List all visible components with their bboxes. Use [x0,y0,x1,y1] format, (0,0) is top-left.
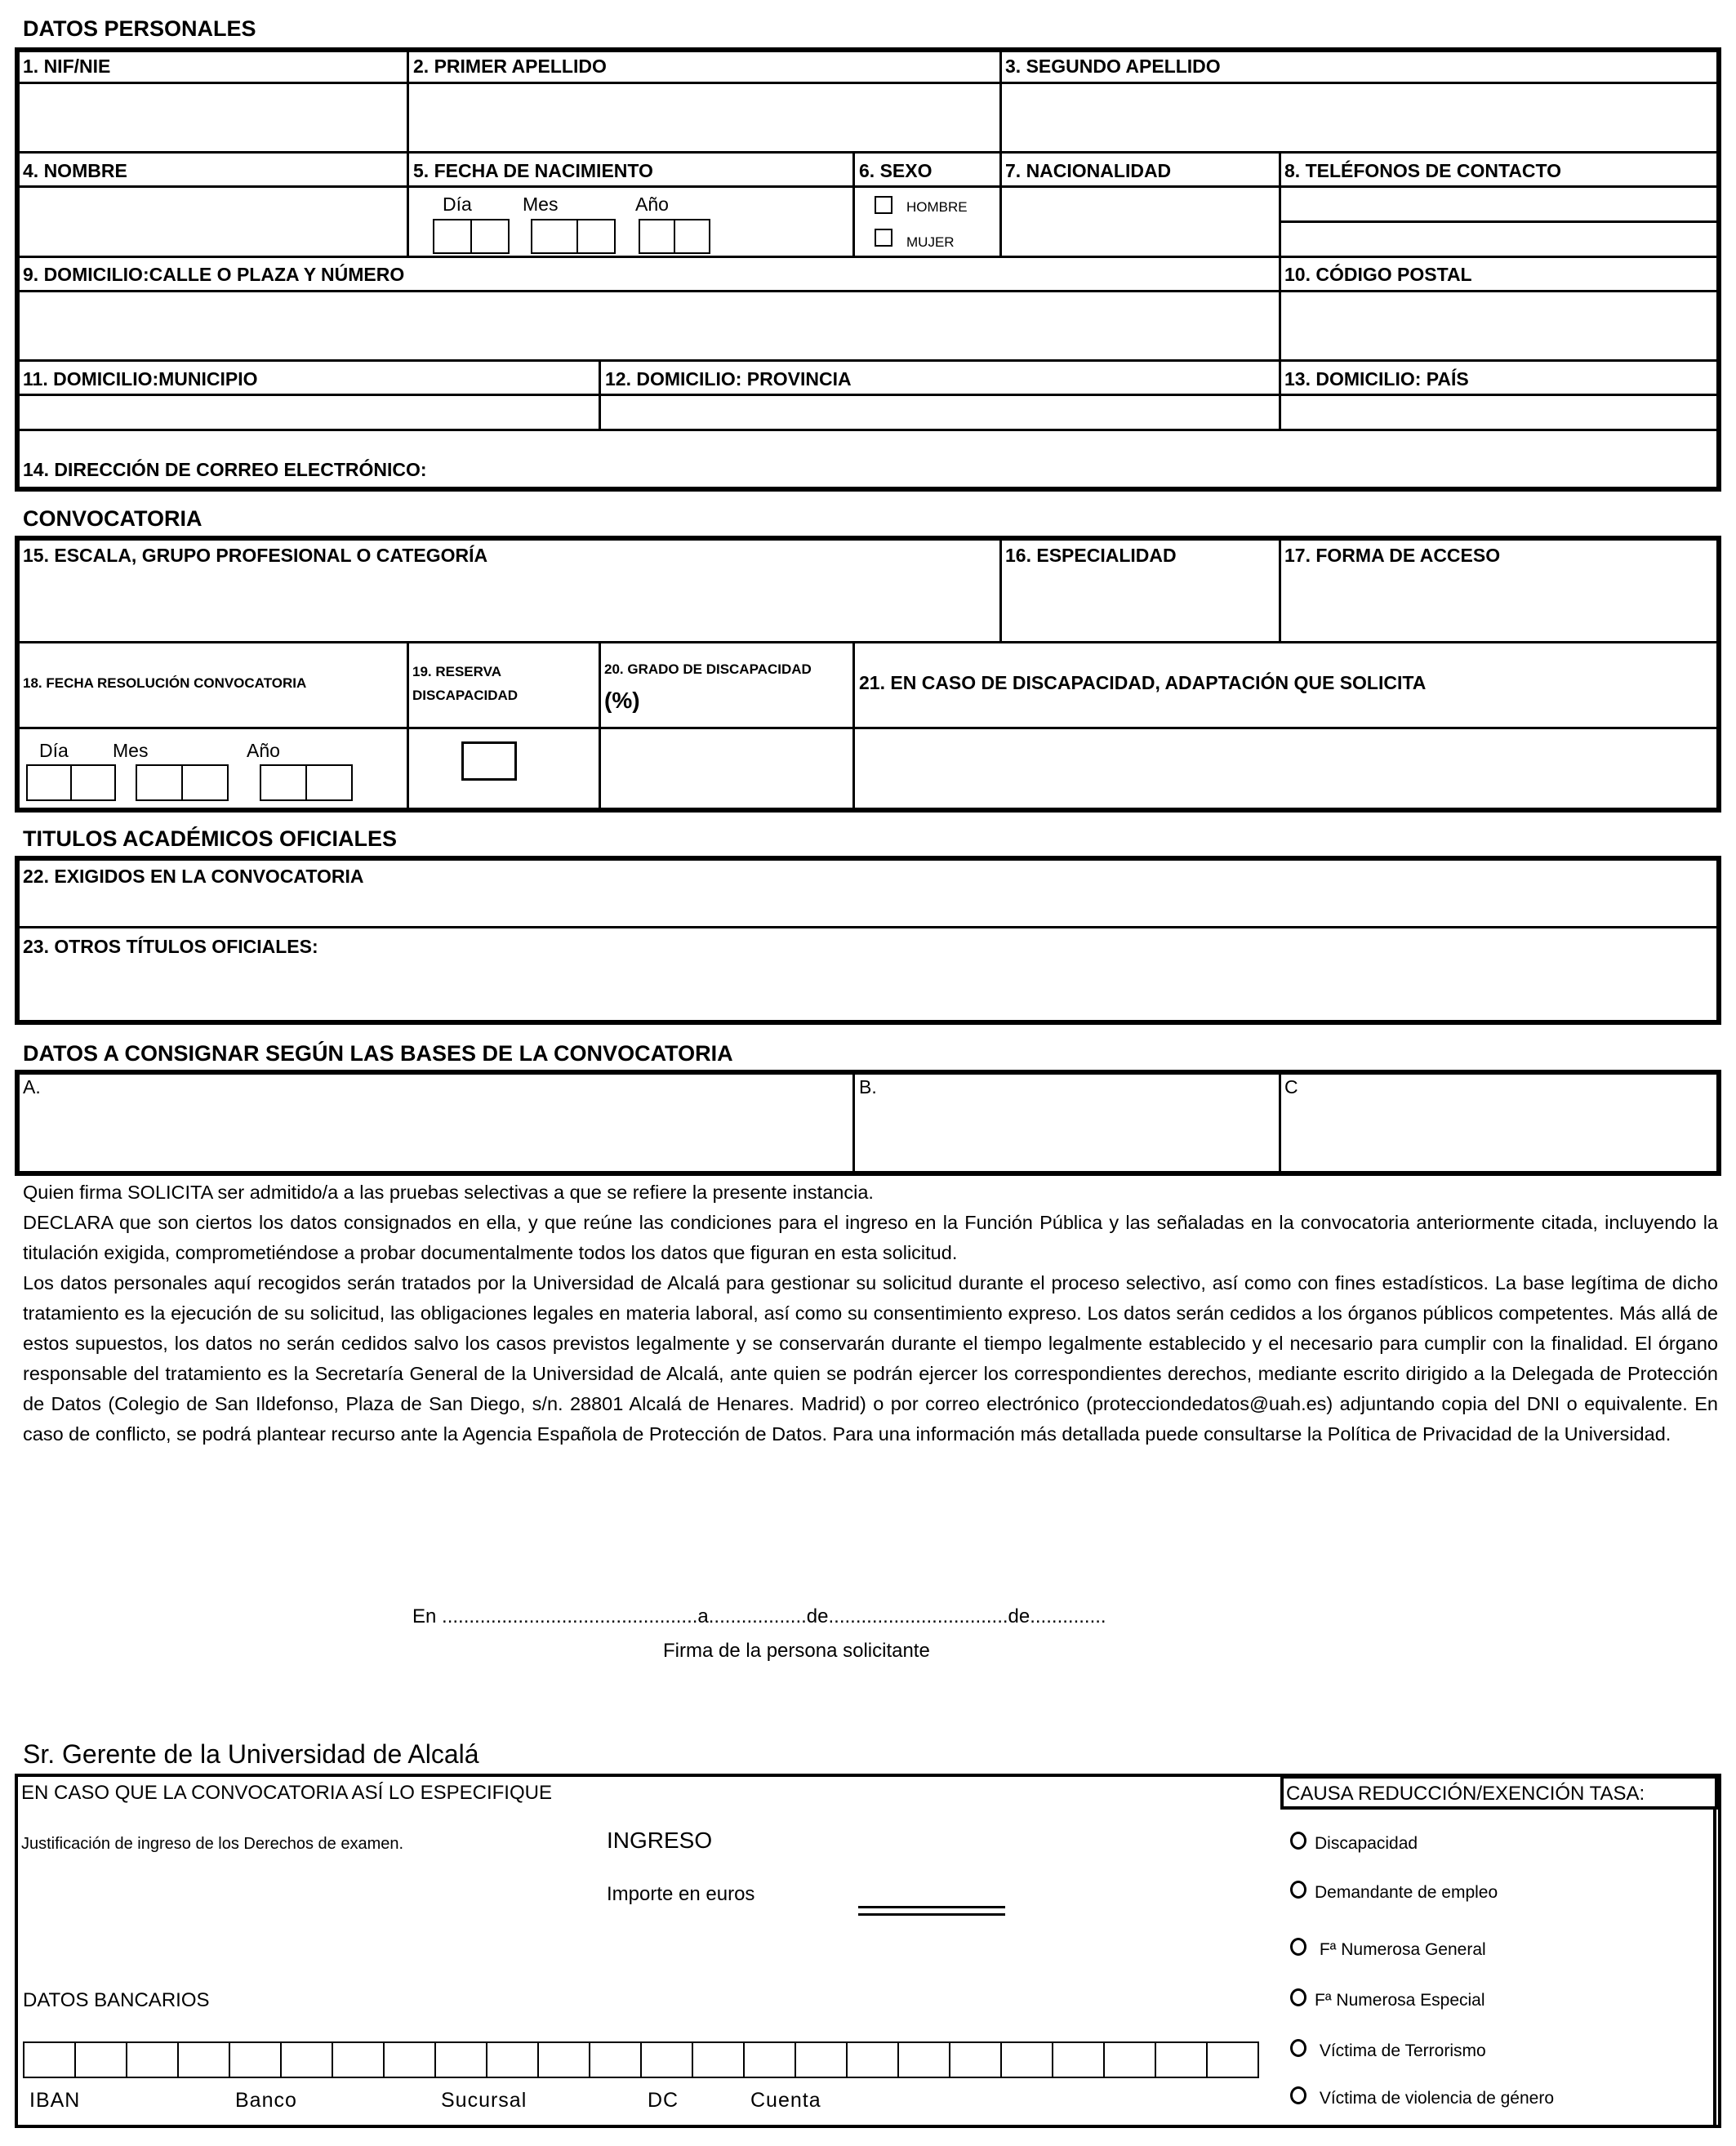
iban-digit-box[interactable] [486,2041,539,2078]
field-municipio-label: 11. DOMICILIO:MUNICIPIO [23,368,258,390]
field-c-input[interactable] [1283,1098,1716,1172]
iban-digit-box[interactable] [949,2041,1002,2078]
field-otros-titulos-label: 23. OTROS TÍTULOS OFICIALES: [23,936,318,957]
dc-label: DC [648,2089,679,2112]
res-dia-label: Día [39,740,69,761]
iban-digit-box[interactable] [743,2041,796,2078]
field-nif-input[interactable] [20,85,405,149]
res-mes-label: Mes [113,740,149,761]
field-fecha-nacimiento-label: 5. FECHA DE NACIMIENTO [413,160,653,181]
checkbox-hombre[interactable] [875,196,892,214]
dia-label: Día [443,194,472,215]
field-municipio-input[interactable] [20,397,596,427]
causa-demandante-label: Demandante de empleo [1315,1883,1498,1902]
radio-familia-numerosa-general[interactable] [1290,1938,1306,1956]
field-otros-titulos-input[interactable] [20,964,1716,1019]
field-codigo-postal-label: 10. CÓDIGO POSTAL [1284,264,1472,285]
field-forma-acceso-input[interactable] [1283,572,1716,639]
declara-paragraph: DECLARA que son ciertos los datos consignados en ella, y que reúne las condiciones para el ingreso en la Función Pública y las señaladas en la convocatoria anteriormente citada, incluyendo la titulación exigida, comprometiéndose a probar documentalmente todos los datos que figuran en esta solicitud. [23,1212,1718,1263]
res-day-digit-2[interactable] [70,764,116,801]
field-c-label: C [1284,1076,1298,1097]
causa-terrorismo-label: Víctima de Terrorismo [1315,2041,1486,2060]
field-nacionalidad-input[interactable] [1004,189,1276,254]
res-month-digit-1[interactable] [136,764,183,801]
iban-digit-box[interactable] [280,2041,333,2078]
iban-digit-box[interactable] [332,2041,385,2078]
datos-bancarios-label: DATOS BANCARIOS [23,1989,210,2011]
iban-digit-box[interactable] [795,2041,848,2078]
field-email-label: 14. DIRECCIÓN DE CORREO ELECTRÓNICO: [23,459,427,480]
signature-place-date-line[interactable]: En ...............................................a..................de.................................de.............. [412,1605,1106,1627]
birth-month-digit-1[interactable] [531,219,578,254]
sucursal-label: Sucursal [441,2089,527,2112]
field-escala-input[interactable] [20,572,998,639]
radio-victima-terrorismo[interactable] [1290,2039,1306,2057]
iban-digit-box[interactable] [1155,2041,1208,2078]
field-segundo-apellido-label: 3. SEGUNDO APELLIDO [1005,56,1221,77]
section-title-bases: DATOS A CONSIGNAR SEGÚN LAS BASES DE LA CONVOCATORIA [23,1041,733,1066]
hombre-label: HOMBRE [906,199,968,215]
iban-digit-box[interactable] [846,2041,899,2078]
banco-label: Banco [235,2089,297,2112]
addressee-title: Sr. Gerente de la Universidad de Alcalá [23,1739,479,1769]
field-nombre-input[interactable] [20,189,405,254]
iban-digit-box[interactable] [177,2041,230,2078]
field-grado-pct: (%) [604,688,640,713]
causa-fn-especial-label: Fª Numerosa Especial [1315,1991,1485,2010]
field-codigo-postal-input[interactable] [1283,293,1716,358]
iban-digit-box[interactable] [1103,2041,1156,2078]
field-primer-apellido-input[interactable] [411,85,997,149]
radio-victima-violencia-genero[interactable] [1290,2086,1306,2104]
field-domicilio-input[interactable] [20,293,1277,358]
iban-digit-box[interactable] [640,2041,693,2078]
iban-digit-box[interactable] [589,2041,642,2078]
cuenta-label: Cuenta [750,2089,821,2112]
section-title-convocatoria: CONVOCATORIA [23,506,203,531]
iban-digit-box[interactable] [74,2041,127,2078]
field-domicilio-label: 9. DOMICILIO:CALLE O PLAZA Y NÚMERO [23,264,405,285]
iban-digit-box[interactable] [229,2041,282,2078]
field-adaptacion-label: 21. EN CASO DE DISCAPACIDAD, ADAPTACIÓN QUE SOLICITA [859,672,1427,693]
causa-title: CAUSA REDUCCIÓN/EXENCIÓN TASA: [1286,1783,1645,1805]
field-nombre-label: 4. NOMBRE [23,160,127,181]
radio-demandante-empleo[interactable] [1290,1881,1306,1899]
birth-month-digit-2[interactable] [576,219,616,254]
field-provincia-label: 12. DOMICILIO: PROVINCIA [605,368,852,390]
field-grado-discapacidad-label: 20. GRADO DE DISCAPACIDAD [604,661,812,677]
mes-label: Mes [523,194,559,215]
declaration-text [23,1178,1718,1449]
iban-digit-box[interactable] [897,2041,950,2078]
field-especialidad-input[interactable] [1004,572,1276,639]
field-fecha-resolucion-label: 18. FECHA RESOLUCIÓN CONVOCATORIA [23,675,307,691]
iban-digit-box[interactable] [1052,2041,1105,2078]
field-telefono-2-input[interactable] [1283,224,1716,254]
iban-label: IBAN [29,2089,81,2112]
field-telefono-1-input[interactable] [1283,189,1716,219]
causa-violencia-label: Víctima de violencia de género [1315,2089,1555,2108]
field-pais-input[interactable] [1283,397,1716,427]
field-b-input[interactable] [857,1098,1277,1172]
field-sexo-label: 6. SEXO [859,160,933,181]
solicita-paragraph: Quien firma SOLICITA ser admitido/a a las pruebas selectivas a que se refiere la presente instancia. [23,1182,874,1203]
field-reserva-label-1: 19. RESERVA [412,664,501,679]
causa-discapacidad-label: Discapacidad [1315,1834,1418,1853]
iban-digit-box[interactable] [692,2041,745,2078]
signature-caption: Firma de la persona solicitante [663,1640,930,1662]
field-adaptacion-input[interactable] [857,731,1716,808]
iban-digit-box[interactable] [383,2041,436,2078]
checkbox-mujer[interactable] [875,229,892,247]
field-reserva-label-2: DISCAPACIDAD [412,688,519,703]
causa-fn-general-label: Fª Numerosa General [1315,1940,1486,1959]
anio-label: Año [635,194,669,215]
field-b-label: B. [859,1076,877,1097]
field-grado-input[interactable] [603,731,850,808]
field-a-label: A. [23,1076,41,1097]
section-title-personal: DATOS PERSONALES [23,16,256,41]
field-telefonos-label: 8. TELÉFONOS DE CONTACTO [1284,160,1562,181]
privacy-paragraph: Los datos personales aquí recogidos serán tratados por la Universidad de Alcalá para gestionar su solicitud durante el proceso selectivo, así como con fines estadísticos. La base legítima de dicho tratamiento es la ejecución de su solicitud, las obligaciones legales en materia laboral, así como su consentimiento expreso. Los datos serán cedidos a los órganos públicos competentes. Más allá de estos supuestos, los datos no serán cedidos salvo los casos previstos legalmente y se conservarán durante el tiempo legalmente establecido y el necesario para cumplir con la finalidad. El órgano responsable del tratamiento es la Secretaría General de la Universidad de Alcalá, ante quien se podrán ejercer los correspondientes derechos, mediante escrito dirigido a la Delegada de Protección de Datos (Colegio de San Ildefonso, Plaza de San Diego, s/n. 28801 Alcalá de Henares. Madrid) o por correo electrónico (protecciondedatos@uah.es) adjuntando copia del DNI o equivalente. En caso de conflicto, se podrá plantear recurso ante la Agencia Española de Protección de Datos. Para una información más detallada puede consultarse la Política de Privacidad de la Universidad. [23,1272,1718,1445]
res-year-digit-1[interactable] [260,764,307,801]
field-titulos-exigidos-label: 22. EXIGIDOS EN LA CONVOCATORIA [23,866,364,887]
ingreso-label: INGRESO [607,1828,713,1853]
res-anio-label: Año [247,740,280,761]
field-especialidad-label: 16. ESPECIALIDAD [1005,545,1177,566]
iban-digit-box[interactable] [23,2041,76,2078]
field-email-input[interactable] [457,433,1715,487]
radio-discapacidad[interactable] [1290,1832,1306,1850]
field-a-input[interactable] [20,1098,851,1172]
birth-year-digit-2[interactable] [674,219,710,254]
importe-amount-field[interactable] [858,1906,1005,1916]
importe-label: Importe en euros [607,1883,755,1905]
field-segundo-apellido-input[interactable] [1004,85,1716,149]
iban-digit-box[interactable] [537,2041,590,2078]
birth-day-digit-2[interactable] [470,219,510,254]
mujer-label: MUJER [906,234,955,250]
iban-digit-box[interactable] [1000,2041,1053,2078]
birth-day-digit-1[interactable] [433,219,472,254]
res-day-digit-1[interactable] [26,764,72,801]
radio-familia-numerosa-especial[interactable] [1290,1988,1306,2006]
birth-year-digit-1[interactable] [639,219,675,254]
field-forma-acceso-label: 17. FORMA DE ACCESO [1284,545,1501,566]
iban-digit-box[interactable] [1206,2041,1259,2078]
iban-digit-box[interactable] [126,2041,179,2078]
field-primer-apellido-label: 2. PRIMER APELLIDO [413,56,607,77]
field-titulos-exigidos-input[interactable] [20,892,1716,924]
iban-digit-box[interactable] [434,2041,487,2078]
field-nif-label: 1. NIF/NIE [23,56,111,77]
field-nacionalidad-label: 7. NACIONALIDAD [1005,160,1172,181]
res-year-digit-2[interactable] [305,764,353,801]
justificacion-label: Justificación de ingreso de los Derechos de examen. [21,1835,404,1853]
res-month-digit-2[interactable] [181,764,229,801]
checkbox-reserva-discapacidad[interactable] [461,741,517,781]
field-escala-label: 15. ESCALA, GRUPO PROFESIONAL O CATEGORÍA [23,545,488,566]
field-pais-label: 13. DOMICILIO: PAÍS [1284,368,1469,390]
field-provincia-input[interactable] [603,397,1277,427]
especifique-label: EN CASO QUE LA CONVOCATORIA ASÍ LO ESPECIFIQUE [21,1782,552,1804]
section-title-titulos: TITULOS ACADÉMICOS OFICIALES [23,826,397,851]
